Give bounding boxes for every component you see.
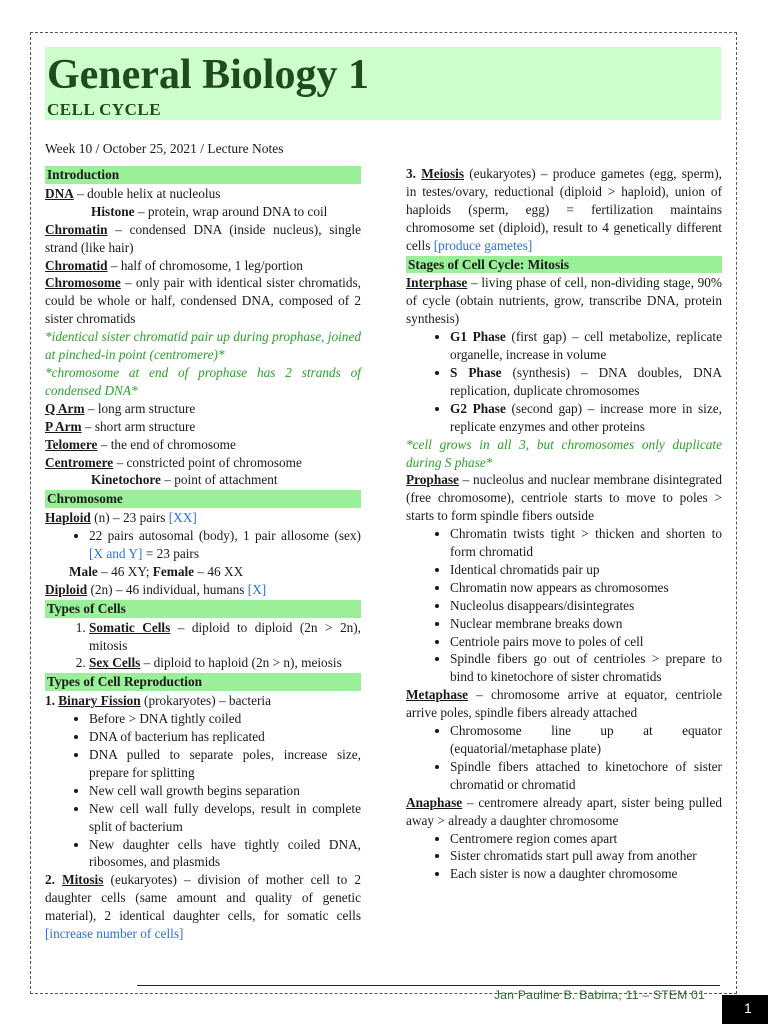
metaphase-list bbox=[406, 722, 722, 794]
cell-types-list bbox=[45, 619, 361, 673]
haploid-list bbox=[45, 527, 361, 563]
binary-fission-list bbox=[45, 710, 361, 871]
list-item: • Nuclear membrane breaks down bbox=[450, 615, 722, 633]
section-heading-types-of-cells: Types of Cells bbox=[45, 600, 361, 618]
note-prophase-strands: *chromosome at end of prophase has 2 strands of condensed DNA* bbox=[45, 364, 361, 398]
male-female-line: Male – 46 XY; Female – 46 XX bbox=[69, 563, 244, 579]
list-item: • Chromosome line up at equator (equatorial/metaphase plate) bbox=[450, 722, 722, 758]
list-item: • New cell wall fully develops, result in complete split of bacterium bbox=[89, 800, 361, 836]
list-item: • Each sister is now a daughter chromosome bbox=[450, 865, 722, 883]
footer-rule bbox=[137, 985, 720, 986]
note-sister-chromatid: *identical sister chromatid pair up during prophase, joined at pinched-in point (centromere)* bbox=[45, 329, 361, 363]
term-mitosis: 2. Mitosis (eukaryotes) – division of mother cell to 2 daughter cells (same amount and quality of genetic material), 2 identical daughter cells, for somatic cells [increase number of cells] bbox=[45, 872, 361, 942]
list-item: • Before > DNA tightly coiled bbox=[89, 710, 361, 728]
prophase-list bbox=[406, 525, 722, 686]
list-item: • Sister chromatids start pull away from another bbox=[450, 847, 722, 865]
list-item: • 22 pairs autosomal (body), 1 pair allosome (sex) [X and Y] = 23 pairs bbox=[89, 527, 361, 563]
left-column bbox=[45, 165, 361, 943]
term-diploid: Diploid (2n) – 46 individual, humans [X] bbox=[45, 581, 267, 597]
term-haploid: Haploid (n) – 23 pairs [XX] bbox=[45, 510, 197, 526]
term-p-arm: P Arm – short arm structure bbox=[45, 418, 196, 434]
week-line: Week 10 / October 25, 2021 / Lecture Notes bbox=[45, 141, 284, 156]
page-subtitle: CELL CYCLE bbox=[47, 100, 162, 119]
list-item: • Spindle fibers go out of centrioles > prepare to bind to kinetochore of sister chromatids bbox=[450, 650, 722, 686]
term-binary-fission: 1. Binary Fission (prokaryotes) – bacteria bbox=[45, 693, 272, 709]
term-metaphase: Metaphase – chromosome arrive at equator, centriole arrive poles, spindle fibers already attached bbox=[406, 687, 722, 721]
section-heading-stages-mitosis: Stages of Cell Cycle: Mitosis bbox=[406, 256, 722, 274]
term-chromatid: Chromatid – half of chromosome, 1 leg/portion bbox=[45, 257, 303, 273]
term-chromatin: Chromatin – condensed DNA (inside nucleus), single strand (like hair) bbox=[45, 221, 361, 255]
section-heading-introduction: Introduction bbox=[45, 166, 361, 184]
list-item: • DNA of bacterium has replicated bbox=[89, 728, 361, 746]
anaphase-list bbox=[406, 830, 722, 884]
list-item: • Spindle fibers attached to kinetochore of sister chromatid or chromatid bbox=[450, 758, 722, 794]
page-number: 1 bbox=[744, 1000, 752, 1016]
term-centromere: Centromere – constricted point of chromosome bbox=[45, 454, 302, 470]
term-q-arm: Q Arm – long arm structure bbox=[45, 400, 196, 416]
list-item: • Centriole pairs move to poles of cell bbox=[450, 633, 722, 651]
list-item: • Identical chromatids pair up bbox=[450, 561, 722, 579]
list-item: • DNA pulled to separate poles, increase size, prepare for splitting bbox=[89, 746, 361, 782]
term-dna: DNA – double helix at nucleolus bbox=[45, 185, 221, 201]
term-interphase: Interphase – living phase of cell, non-dividing stage, 90% of cycle (obtain nutrients, grow, transcribe DNA, protein synthesis) bbox=[406, 275, 722, 327]
list-item: • Centromere region comes apart bbox=[450, 830, 722, 848]
list-item: • G1 Phase (first gap) – cell metabolize, replicate organelle, increase in volume bbox=[450, 328, 722, 364]
right-column bbox=[406, 165, 722, 883]
term-anaphase: Anaphase – centromere already apart, sister being pulled away > already a daughter chromosome bbox=[406, 794, 722, 828]
list-item: • New daughter cells have tightly coiled DNA, ribosomes, and plasmids bbox=[89, 836, 361, 872]
section-heading-cell-reproduction: Types of Cell Reproduction bbox=[45, 673, 361, 691]
list-item: • G2 Phase (second gap) – increase more in size, replicate enzymes and other proteins bbox=[450, 400, 722, 436]
interphase-list bbox=[406, 328, 722, 435]
list-item: • New cell wall growth begins separation bbox=[89, 782, 361, 800]
list-item: • S Phase (synthesis) – DNA doubles, DNA replication, duplicate chromosomes bbox=[450, 364, 722, 400]
list-item: • Nucleolus disappears/disintegrates bbox=[450, 597, 722, 615]
list-item: • Chromatin now appears as chromosomes bbox=[450, 579, 722, 597]
term-meiosis: 3. Meiosis (eukaryotes) – produce gametes (egg, sperm), in testes/ovary, reductional (diploid > haploid), union of haploids (sperm, egg) = fertilization maintains chromosome set (diploid), result to 4 genetically different cells [produce gametes] bbox=[406, 166, 722, 253]
term-prophase: Prophase – nucleolus and nuclear membrane disintegrated (free chromosome), centriole starts to move to poles > starts to form spindle fibers outside bbox=[406, 472, 722, 524]
term-histone: Histone – protein, wrap around DNA to coil bbox=[91, 203, 328, 219]
note-cell-grows: *cell grows in all 3, but chromosomes only duplicate during S phase* bbox=[406, 436, 722, 470]
list-item: 2. Sex Cells – diploid to haploid (2n > n), meiosis bbox=[89, 654, 361, 672]
page-title: General Biology 1 bbox=[47, 52, 369, 98]
footer-author: Jan Pauline B. Babina, 11 – STEM 01 bbox=[494, 988, 706, 1002]
list-item: 1. Somatic Cells – diploid to diploid (2n > 2n), mitosis bbox=[89, 619, 361, 655]
term-telomere: Telomere – the end of chromosome bbox=[45, 436, 236, 452]
term-chromosome: Chromosome – only pair with identical sister chromatids, could be whole or half, condensed DNA, composed of 2 sister chromatids bbox=[45, 275, 361, 327]
list-item: • Chromatin twists tight > thicken and shorten to form chromatid bbox=[450, 525, 722, 561]
term-kinetochore: Kinetochore – point of attachment bbox=[91, 472, 278, 488]
section-heading-chromosome: Chromosome bbox=[45, 490, 361, 508]
